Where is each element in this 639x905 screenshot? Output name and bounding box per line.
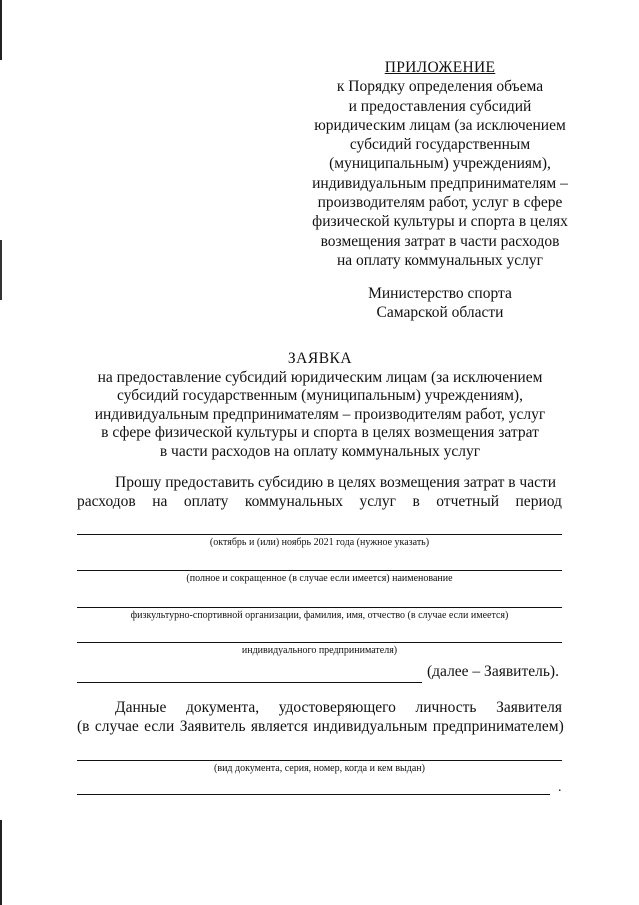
document-data-line-1: Данные документа, удостоверяющего личность Заявителя — [115, 699, 562, 716]
org-caption: физкультурно-спортивной организации, фамилия, имя, отчество (в случае если имеется) — [130, 610, 509, 621]
applicant-suffix: (далее – Заявитель). — [427, 663, 559, 680]
application-subtitle-line: в сфере физической культуры и спорта в целях возмещения затрат — [101, 424, 539, 441]
appendix-line: производителям работ, услуг в сфере — [317, 194, 563, 212]
period-caption: (октябрь и (или) ноябрь 2021 года (нужное указать) — [209, 537, 430, 548]
document-field-line[interactable] — [77, 760, 562, 761]
recipient-block — [300, 284, 580, 322]
appendix-line: физической культуры и спорта в целях — [312, 213, 568, 231]
application-subtitle-line: субсидий государственным (муниципальным) учреждениям), — [117, 387, 523, 404]
application-heading: ЗАЯВКА — [287, 350, 353, 367]
request-line-1: Прошу предоставить субсидию в целях возмещения затрат в части — [115, 474, 557, 491]
appendix-line: к Порядку определения объема — [336, 78, 544, 96]
period-field-line[interactable] — [77, 534, 562, 535]
recipient-line: Министерство спорта — [368, 285, 512, 302]
name-caption: (полное и сокращенное (в случае если имеется) наименование — [186, 573, 453, 584]
end-mark: . — [558, 780, 562, 795]
appendix-line: и предоставления субсидий — [348, 97, 532, 115]
appendix-line: юридическим лицам (за исключением — [314, 116, 566, 134]
scan-edge — [0, 0, 2, 905]
appendix-line: индивидуальным предпринимателям – — [312, 174, 568, 192]
document-data-paragraph — [77, 698, 562, 736]
appendix-line: возмещения затрат в части расходов — [320, 232, 560, 250]
applicant-field-line[interactable] — [77, 682, 422, 683]
name-field-line[interactable] — [77, 570, 562, 571]
appendix-title: ПРИЛОЖЕНИЕ — [384, 59, 496, 76]
application-subtitle-line: индивидуальным предпринимателям – производителям работ, услуг — [94, 405, 546, 423]
document-data-line-2: (в случае если Заявитель является индивидуальным предпринимателем) — [77, 718, 564, 735]
org-field-line[interactable] — [77, 607, 562, 608]
document-caption: (вид документа, серия, номер, когда и кем выдан) — [214, 763, 425, 774]
application-subtitle-line: на предоставление субсидий юридическим лицам (за исключением — [97, 368, 543, 386]
request-line-2: расходов на оплату коммунальных услуг в отчетный период — [77, 492, 562, 510]
application-subtitle-line: в части расходов на оплату коммунальных услуг — [159, 442, 481, 460]
appendix-block — [300, 58, 580, 270]
application-title-block — [60, 350, 580, 461]
recipient-line: Самарской области — [376, 304, 504, 321]
ip-caption: индивидуального предпринимателя) — [241, 645, 398, 656]
appendix-line: (муниципальным) учреждениям), — [329, 155, 551, 173]
appendix-line: субсидий государственным — [349, 136, 531, 154]
request-paragraph — [77, 474, 562, 511]
appendix-line: на оплату коммунальных услуг — [337, 251, 543, 269]
document-field-line-2[interactable] — [77, 794, 550, 795]
ip-field-line[interactable] — [77, 642, 562, 643]
